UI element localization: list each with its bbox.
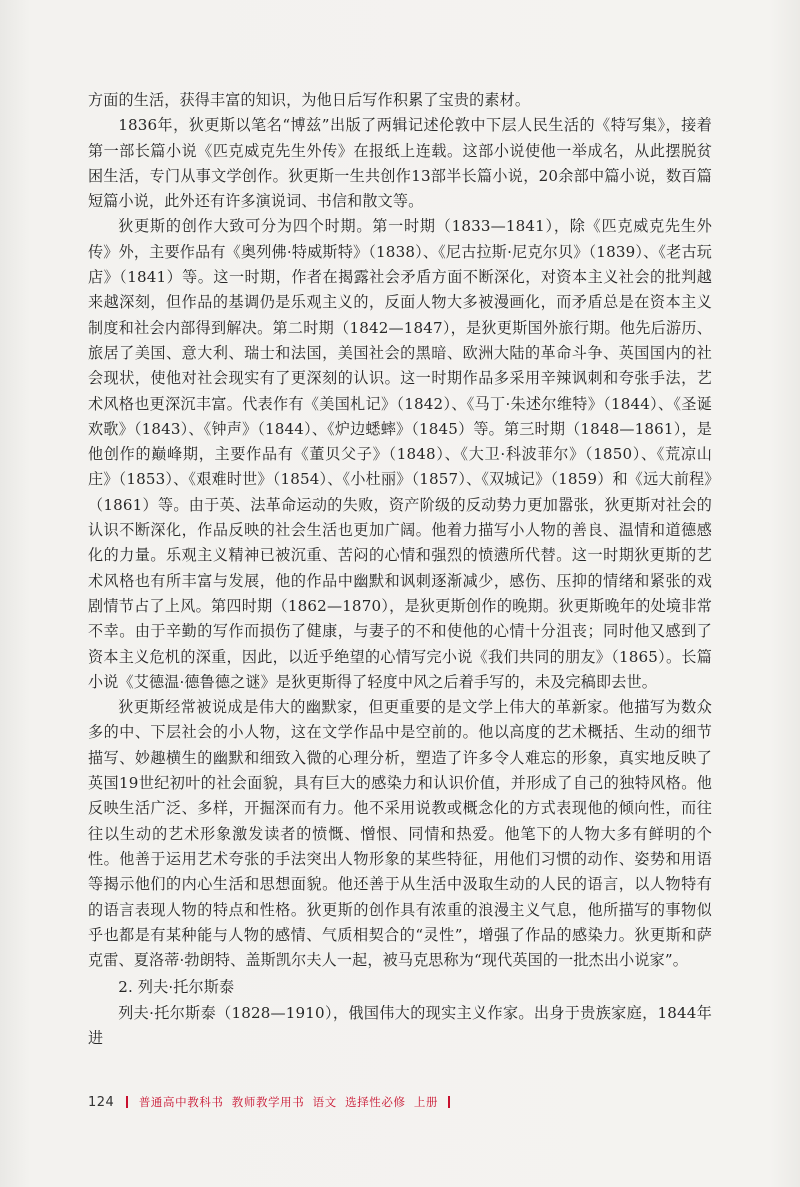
footer-divider (126, 1096, 128, 1108)
section-heading: 2. 列夫·托尔斯泰 (118, 978, 235, 997)
paragraph-dickens-style: 狄更斯经常被说成是伟大的幽默家，但更重要的是文学上伟大的革新家。他描写为数众多的中、下层社会的小人物，这在文学作品中是空前的。他以高度的艺术概括、生动的细节描写、妙趣横生的幽默和细致入微的心理分析，塑造了许多令人难忘的形象，真实地反映了英国19世纪初叶的社会面貌，具有巨大的感染力和认识价值，并形成了自己的独特风格。他反映生活广泛、多样，开掘深而有力。他不采用说教或概念化的方式表现他的倾向性，而往往以生动的艺术形象激发读者的愤慨、憎恨、同情和热爱。他笔下的人物大多有鲜明的个性。他善于运用艺术夸张的手法突出人物形象的某些特征，用他们习惯的动作、姿势和用语等揭示他们的内心生活和思想面貌。他还善于从生活中汲取生动的人民的语言，以人物特有的语言表现人物的特点和性格。狄更斯的创作具有浓重的浪漫主义气息，他所描写的事物似乎也都是有某种能与人物的感情、气质相契合的“灵性”，增强了作品的感染力。狄更斯和萨克雷、夏洛蒂·勃朗特、盖斯凯尔夫人一起，被马克思称为“现代英国的一批杰出小说家”。 (88, 698, 712, 970)
page-number: 124 (88, 1094, 115, 1110)
paragraph-dickens-periods: 狄更斯的创作大致可分为四个时期。第一时期（1833—1841），除《匹克威克先生外传》外，主要作品有《奥列佛·特威斯特》（1838）、《尼古拉斯·尼克尔贝》（1839）、《老古玩店》（1841）等。这一时期，作者在揭露社会矛盾方面不断深化，对资本主义社会的批判越来越深刻，但作品的基调仍是乐观主义的，反面人物大多被漫画化，而矛盾总是在资本主义制度和社会内部得到解决。第二时期（1842—1847），是狄更斯国外旅行期。他先后游历、旅居了美国、意大利、瑞士和法国，美国社会的黑暗、欧洲大陆的革命斗争、英国国内的社会现状，使他对社会现实有了更深刻的认识。这一时期作品多采用辛辣讽刺和夸张手法，艺术风格也更深沉丰富。代表作有《美国札记》（1842）、《马丁·朱述尔维特》（1844）、《圣诞欢歌》（1843）、《钟声》（1844）、《炉边蟋蟀》（1845）等。第三时期（1848—1861），是他创作的巅峰期，主要作品有《董贝父子》（1848）、《大卫·科波菲尔》（1850）、《荒凉山庄》（1853）、《艰难时世》（1854）、《小杜丽》（1857）、《双城记》（1859）和《远大前程》（1861）等。由于英、法革命运动的失败，资产阶级的反动势力更加嚣张，狄更斯对社会的认识不断深化，作品反映的社会生活也更加广阔。他着力描写小人物的善良、温情和道德感化的力量。乐观主义精神已被沉重、苦闷的心情和强烈的愤懑所代替。这一时期狄更斯的艺术风格也有所丰富与发展，他的作品中幽默和讽刺逐渐减少，感伤、压抑的情绪和紧张的戏剧情节占了上风。第四时期（1862—1870），是狄更斯创作的晚期。狄更斯晚年的处境非常不幸。由于辛勤的写作而损伤了健康，与妻子的不和使他的心情十分沮丧；同时他又感到了资本主义危机的深重，因此，以近乎绝望的心情写完小说《我们共同的朋友》（1865）。长篇小说《艾德温·德鲁德之谜》是狄更斯得了轻度中风之后着手写的，未及完稿即去世。 (88, 217, 712, 691)
page-footer (88, 1092, 450, 1112)
page-body (88, 88, 712, 1051)
footer-divider-end (448, 1096, 450, 1108)
paragraph-tolstoy-intro: 列夫·托尔斯泰（1828—1910），俄国伟大的现实主义作家。出身于贵族家庭，1844年进 (88, 1003, 712, 1047)
paragraph-continued: 方面的生活，获得丰富的知识，为他日后写作积累了宝贵的素材。 (88, 91, 531, 109)
book-title: 普通高中教科书 教师教学用书 语文 选择性必修 上册 (138, 1095, 439, 1109)
paragraph-dickens-career: 1836年，狄更斯以笔名“博兹”出版了两辑记述伦敦中下层人民生活的《特写集》，接着第一部长篇小说《匹克威克先生外传》在报纸上连载。这部小说使他一举成名，从此摆脱贫困生活，专门从事文学创作。狄更斯一生共创作13部半长篇小说，20余部中篇小说，数百篇短篇小说，此外还有许多演说词、书信和散文等。 (88, 116, 712, 211)
